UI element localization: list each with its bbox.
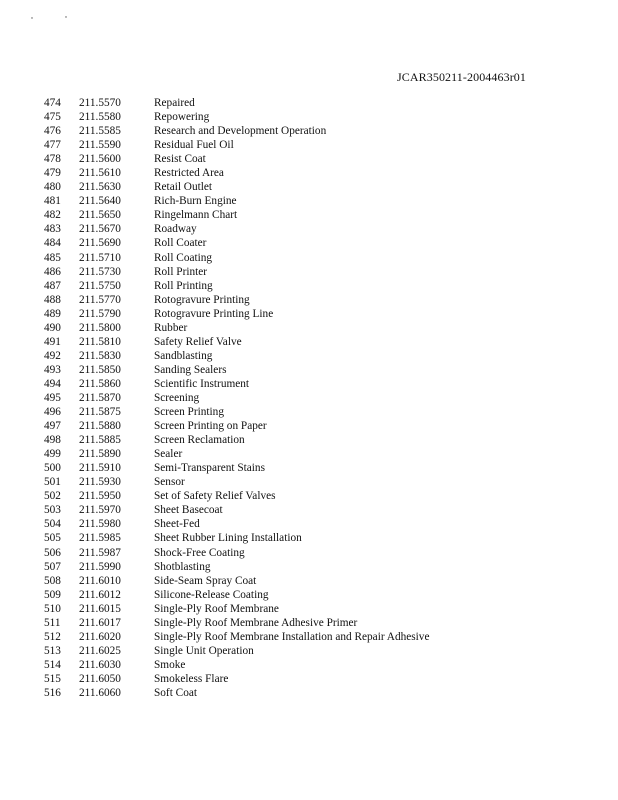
section-number: 211.5610 (79, 167, 121, 180)
defined-term: Smokeless Flare (154, 672, 229, 685)
item-number: 502 (44, 490, 61, 503)
section-number: 211.6030 (79, 658, 121, 671)
section-number: 211.5985 (79, 532, 121, 545)
item-number: 510 (44, 602, 61, 615)
section-number: 211.5990 (79, 560, 121, 573)
section-number: 211.6025 (79, 644, 121, 657)
list-item (0, 602, 618, 616)
list-item (0, 419, 618, 433)
defined-term: Retail Outlet (154, 181, 213, 194)
item-number: 496 (44, 406, 61, 419)
list-item (0, 279, 618, 293)
section-number: 211.6050 (79, 672, 121, 685)
section-number: 211.6060 (79, 686, 121, 699)
scan-speck (65, 16, 66, 17)
item-number: 475 (44, 111, 61, 124)
section-number: 211.5650 (79, 209, 121, 222)
list-item (0, 363, 618, 377)
defined-term: Screen Reclamation (154, 434, 245, 447)
section-number: 211.5590 (79, 139, 121, 152)
list-item (0, 658, 618, 672)
item-number: 493 (44, 363, 61, 376)
item-number: 486 (44, 265, 61, 278)
list-item (0, 489, 618, 503)
section-number: 211.5570 (79, 97, 121, 109)
section-number: 211.5810 (79, 335, 121, 348)
defined-term: Silicone-Release Coating (154, 588, 269, 601)
item-number: 495 (44, 391, 61, 404)
item-number: 512 (44, 630, 61, 643)
section-number: 211.5875 (79, 406, 121, 419)
section-number: 211.5600 (79, 153, 121, 166)
defined-term: Set of Safety Relief Valves (154, 490, 276, 503)
item-number: 488 (44, 293, 61, 306)
defined-term: Repowering (154, 111, 210, 124)
defined-term: Rich-Burn Engine (154, 195, 237, 208)
defined-term: Smoke (154, 658, 186, 671)
item-number: 479 (44, 167, 61, 180)
list-item (0, 138, 618, 152)
defined-term: Semi-Transparent Stains (154, 462, 265, 475)
item-number: 509 (44, 588, 61, 601)
defined-term: Ringelmann Chart (154, 209, 238, 222)
defined-term: Screen Printing on Paper (154, 420, 267, 433)
item-number: 513 (44, 644, 61, 657)
scan-speck (31, 17, 32, 18)
defined-term: Sandblasting (154, 349, 213, 362)
list-item (0, 517, 618, 531)
section-number: 211.5640 (79, 195, 121, 208)
list-item (0, 180, 618, 194)
item-number: 487 (44, 279, 61, 292)
section-number: 211.5850 (79, 363, 121, 376)
section-number: 211.5980 (79, 518, 121, 531)
defined-term: Roll Printing (154, 279, 213, 292)
item-number: 514 (44, 658, 61, 671)
section-number: 211.5585 (79, 125, 121, 138)
item-number: 505 (44, 532, 61, 545)
defined-term: Rotogravure Printing (154, 293, 250, 306)
defined-term: Safety Relief Valve (154, 335, 242, 348)
defined-term: Roll Coater (154, 237, 207, 250)
section-number: 211.6017 (79, 616, 121, 629)
list-item (0, 349, 618, 363)
list-item (0, 194, 618, 208)
item-number: 474 (44, 97, 61, 109)
section-number: 211.5860 (79, 377, 121, 390)
defined-term: Roll Printer (154, 265, 208, 278)
section-number: 211.5870 (79, 391, 121, 404)
item-number: 481 (44, 195, 61, 208)
definition-list (0, 96, 618, 700)
section-number: 211.5830 (79, 349, 121, 362)
section-number: 211.5970 (79, 504, 121, 517)
section-number: 211.6012 (79, 588, 121, 601)
list-item (0, 546, 618, 560)
list-item (0, 588, 618, 602)
list-item (0, 265, 618, 279)
item-number: 508 (44, 574, 61, 587)
item-number: 491 (44, 335, 61, 348)
item-number: 478 (44, 153, 61, 166)
section-number: 211.5710 (79, 251, 121, 264)
list-item (0, 531, 618, 545)
list-item (0, 377, 618, 391)
defined-term: Repaired (154, 97, 195, 109)
list-item (0, 560, 618, 574)
defined-term: Scientific Instrument (154, 377, 250, 390)
section-number: 211.6020 (79, 630, 121, 643)
item-number: 477 (44, 139, 61, 152)
defined-term: Screen Printing (154, 406, 224, 419)
item-number: 499 (44, 448, 61, 461)
section-number: 211.5950 (79, 490, 121, 503)
list-item (0, 124, 618, 138)
item-number: 504 (44, 518, 61, 531)
item-number: 490 (44, 321, 61, 334)
item-number: 476 (44, 125, 61, 138)
list-item (0, 475, 618, 489)
section-number: 211.5930 (79, 476, 121, 489)
document-id: JCAR350211-2004463r01 (397, 70, 526, 84)
section-number: 211.5770 (79, 293, 121, 306)
defined-term: Sensor (154, 476, 185, 489)
section-number: 211.5890 (79, 448, 121, 461)
item-number: 506 (44, 546, 61, 559)
section-number: 211.5730 (79, 265, 121, 278)
item-number: 494 (44, 377, 61, 390)
list-item (0, 321, 618, 335)
section-number: 211.6010 (79, 574, 121, 587)
section-number: 211.5885 (79, 434, 121, 447)
list-item (0, 335, 618, 349)
section-number: 211.5910 (79, 462, 121, 475)
item-number: 480 (44, 181, 61, 194)
list-item (0, 307, 618, 321)
defined-term: Side-Seam Spray Coat (154, 574, 257, 587)
item-number: 515 (44, 672, 61, 685)
defined-term: Research and Development Operation (154, 125, 327, 138)
defined-term: Soft Coat (154, 686, 197, 699)
list-item (0, 644, 618, 658)
list-item (0, 616, 618, 630)
section-number: 211.5880 (79, 420, 121, 433)
item-number: 501 (44, 476, 61, 489)
section-number: 211.5987 (79, 546, 121, 559)
defined-term: Resist Coat (154, 153, 206, 166)
item-number: 507 (44, 560, 61, 573)
defined-term: Restricted Area (154, 167, 224, 180)
item-number: 484 (44, 237, 61, 250)
list-item (0, 433, 618, 447)
defined-term: Shotblasting (154, 560, 211, 573)
list-item (0, 405, 618, 419)
list-item (0, 503, 618, 517)
list-item (0, 293, 618, 307)
section-number: 211.5800 (79, 321, 121, 334)
list-item (0, 686, 618, 700)
item-number: 503 (44, 504, 61, 517)
item-number: 489 (44, 307, 61, 320)
item-number: 482 (44, 209, 61, 222)
defined-term: Roll Coating (154, 251, 213, 264)
section-number: 211.5790 (79, 307, 121, 320)
item-number: 516 (44, 686, 61, 699)
defined-term: Single-Ply Roof Membrane (154, 602, 279, 615)
list-item (0, 251, 618, 265)
defined-term: Single-Ply Roof Membrane Installation and Repair Adhesive (154, 630, 430, 643)
item-number: 485 (44, 251, 61, 264)
list-item (0, 447, 618, 461)
list-item (0, 574, 618, 588)
defined-term: Residual Fuel Oil (154, 139, 234, 152)
defined-term: Rubber (154, 321, 188, 334)
section-number: 211.5750 (79, 279, 121, 292)
section-number: 211.5580 (79, 111, 121, 124)
list-item (0, 236, 618, 250)
item-number: 497 (44, 420, 61, 433)
list-item (0, 391, 618, 405)
defined-term: Sealer (154, 448, 183, 461)
list-item (0, 110, 618, 124)
list-item (0, 222, 618, 236)
list-item (0, 152, 618, 166)
item-number: 498 (44, 434, 61, 447)
defined-term: Single-Ply Roof Membrane Adhesive Primer (154, 616, 358, 629)
defined-term: Shock-Free Coating (154, 546, 245, 559)
section-number: 211.5630 (79, 181, 121, 194)
item-number: 483 (44, 223, 61, 236)
list-item (0, 166, 618, 180)
defined-term: Sanding Sealers (154, 363, 227, 376)
defined-term: Single Unit Operation (154, 644, 254, 657)
list-item (0, 630, 618, 644)
section-number: 211.5670 (79, 223, 121, 236)
list-item (0, 96, 618, 110)
item-number: 511 (44, 616, 61, 629)
item-number: 500 (44, 462, 61, 475)
section-number: 211.5690 (79, 237, 121, 250)
defined-term: Screening (154, 391, 200, 404)
list-item (0, 461, 618, 475)
defined-term: Rotogravure Printing Line (154, 307, 274, 320)
item-number: 492 (44, 349, 61, 362)
list-item (0, 672, 618, 686)
list-item (0, 208, 618, 222)
section-number: 211.6015 (79, 602, 121, 615)
scan-speck-marks (30, 14, 80, 20)
defined-term: Roadway (154, 223, 197, 236)
defined-term: Sheet Rubber Lining Installation (154, 532, 302, 545)
defined-term: Sheet Basecoat (154, 504, 223, 517)
defined-term: Sheet-Fed (154, 518, 200, 531)
